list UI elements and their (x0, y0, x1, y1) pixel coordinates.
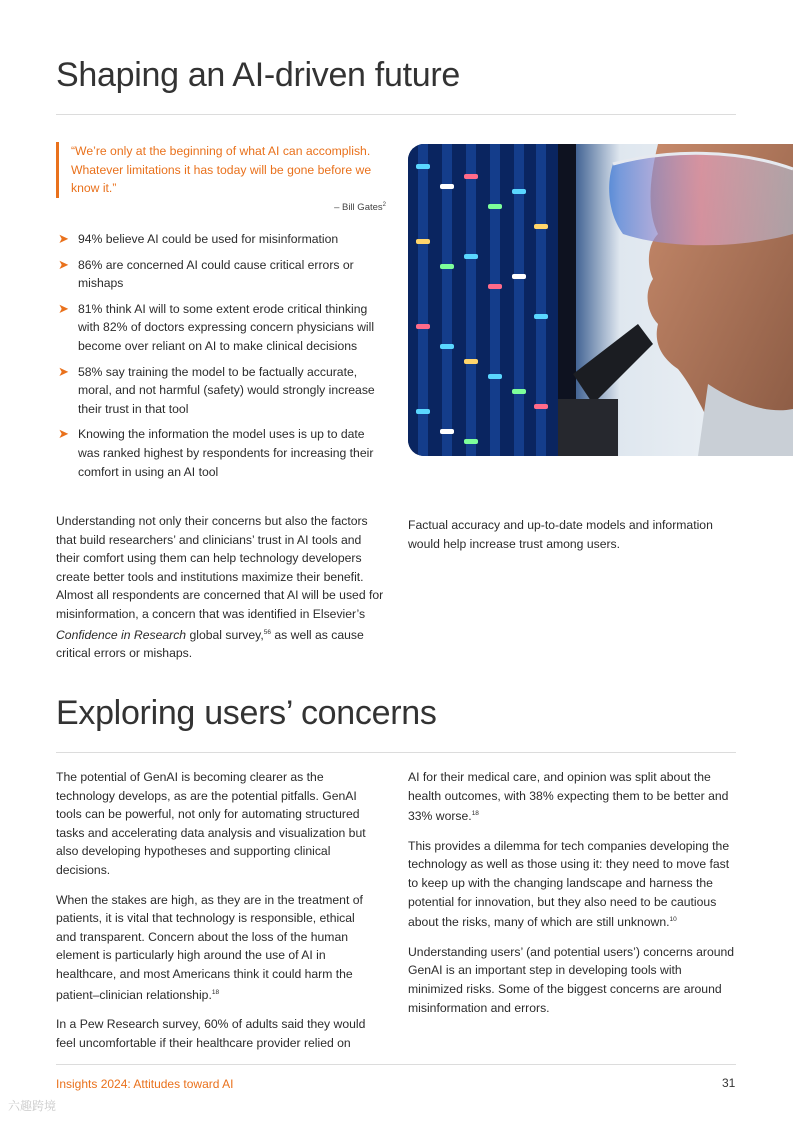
list-item-text: 58% say training the model to be factually accurate, moral, and not harmful (safety) would strongly increase their trust in that tool (78, 364, 375, 416)
section-divider (56, 752, 736, 753)
body-paragraph (408, 943, 738, 1017)
page-number: 31 (722, 1076, 736, 1090)
body-paragraph (56, 1015, 378, 1052)
scientist-photo (408, 144, 793, 456)
list-item-text: 81% think AI will to some extent erode critical thinking with 82% of doctors expressing concern physicians will become over reliant on AI to make clinical decisions (78, 301, 375, 353)
body-paragraph (408, 837, 738, 932)
watermark: 六趣跨境 (8, 1099, 57, 1113)
quote-block (56, 142, 386, 213)
list-item (56, 256, 386, 293)
footnote-ref: 10 (669, 916, 677, 924)
paragraph-text: as well as cause critical errors or mishaps. (56, 627, 364, 661)
quote-attribution (56, 202, 386, 213)
list-item-text: 86% are concerned AI could cause critical errors or mishaps (78, 257, 354, 291)
section-title: Exploring users’ concerns (56, 694, 437, 732)
left-column (56, 768, 378, 1063)
page-title: Shaping an AI-driven future (56, 56, 460, 94)
arrow-bullet-icon: ➤ (58, 426, 69, 442)
list-item (56, 363, 386, 419)
arrow-bullet-icon: ➤ (58, 300, 69, 316)
paragraph-text: global survey, (186, 627, 264, 642)
paragraph-text: In a Pew Research survey, 60% of adults said they would feel uncomfortable if their healthcare provider relied on (56, 1017, 366, 1050)
quote-text: “We’re only at the beginning of what AI can accomplish. Whatever limitations it has today will be gone before we know it.” (71, 144, 372, 195)
body-paragraph (56, 512, 386, 663)
paragraph-text: The potential of GenAI is becoming clearer as the technology develops, as are the potential pitfalls. GenAI tools can be powerful, not only for automating structured tasks and accelerating data analysis and visualization but also developing hypotheses and supporting clinical decisions. (56, 770, 366, 877)
title-divider (56, 114, 736, 115)
list-item-text: 94% believe AI could be used for misinformation (78, 232, 339, 246)
arrow-bullet-icon: ➤ (58, 256, 69, 272)
list-item (56, 425, 386, 481)
italic-title: Confidence in Research (56, 627, 187, 642)
paragraph-text: AI for their medical care, and opinion was split about the health outcomes, with 38% expecting them to be better and 33% worse. (408, 770, 729, 824)
photo-illustration (408, 144, 793, 456)
list-item (56, 230, 386, 249)
stats-list (56, 230, 386, 488)
arrow-bullet-icon: ➤ (58, 231, 69, 246)
footer-title: Insights 2024: Attitudes toward AI (56, 1077, 234, 1091)
body-paragraph (56, 891, 378, 1005)
footnote-ref: 18 (471, 810, 479, 818)
body-paragraph (408, 768, 738, 826)
list-item (56, 300, 386, 356)
footer-divider (56, 1064, 736, 1065)
list-item-text: Knowing the information the model uses is up to date was ranked highest by respondents for increasing their comfort in using an AI tool (78, 427, 374, 479)
pull-quote (56, 142, 386, 198)
attribution-text: – Bill Gates (334, 201, 383, 213)
paragraph-text: This provides a dilemma for tech companies developing the technology as well as those using it: they need to move fast to keep up with the changing landscape and harness the potential for innovation, but they also need to be cautious about the risks, many of which are still unknown. (408, 838, 730, 930)
footnote-ref: 18 (211, 988, 220, 996)
body-paragraph (56, 768, 378, 880)
footnote-ref: 56 (263, 628, 271, 636)
paragraph-text: Understanding not only their concerns but also the factors that build researchers’ and clinicians’ trust in AI tools and their comfort using them can help technology developers create better tools and institutions maximize their benefit. Almost all respondents are concerned that AI will be used for misinformation, a concern that was identified in Elsevier’s (56, 514, 384, 621)
arrow-bullet-icon: ➤ (58, 363, 69, 379)
paragraph-text: When the stakes are high, as they are in the treatment of patients, it is vital that technology is responsible, ethical and transparent. Concern about the loss of the human element is particularly high around the use of AI in healthcare, and most Americans think it could harm the patient–clinician relationship. (56, 892, 363, 1002)
paragraph-text: Understanding users’ (and potential users’) concerns around GenAI is an important step in developing tools with minimized risks. Some of the biggest concerns are around misinformation and errors. (408, 944, 735, 1015)
attribution-ref: 2 (382, 201, 386, 208)
right-column (408, 768, 738, 1028)
right-column-paragraph: Factual accuracy and up-to-date models and information would help increase trust among users. (408, 518, 713, 551)
